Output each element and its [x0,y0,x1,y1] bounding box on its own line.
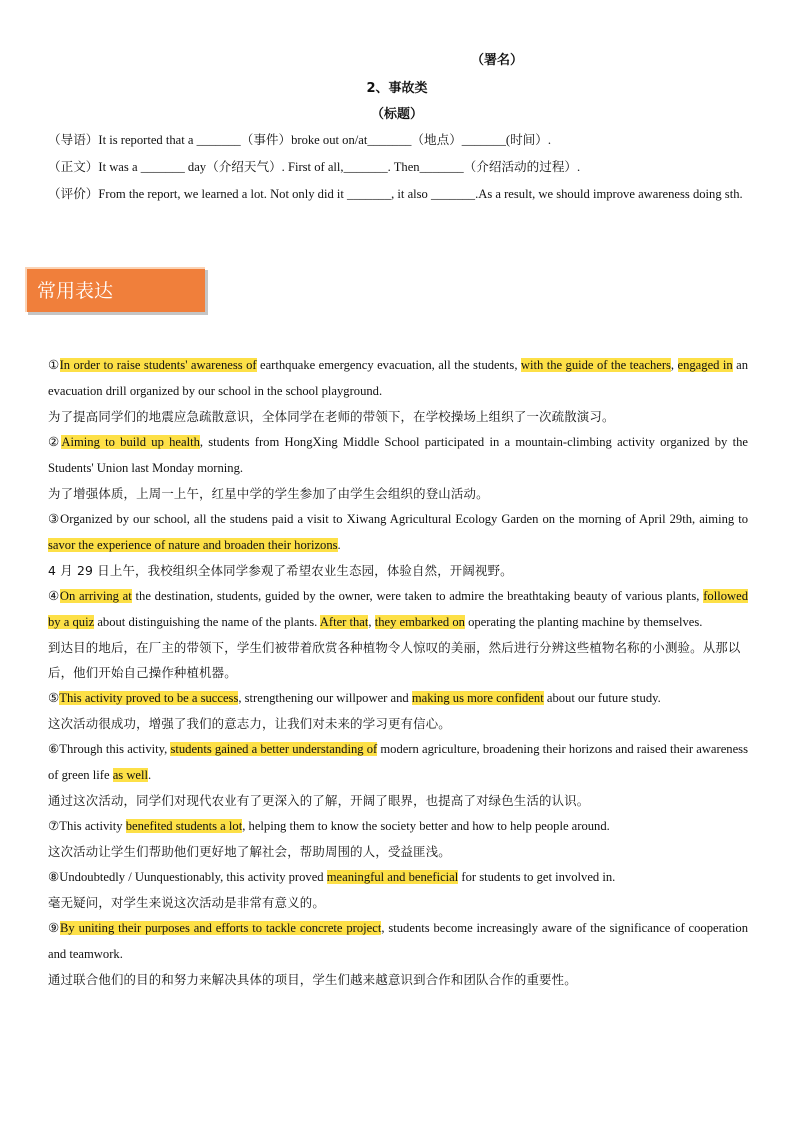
text-segment: operating the planting machine by themselves. [464,615,703,629]
section-title: 2、事故类 [366,81,428,96]
expression-english [48,352,748,404]
highlighted-phrase: making us more confident [411,691,544,705]
highlighted-phrase: In order to raise students' awareness of [59,358,257,372]
text-segment: , [670,358,678,372]
expressions-list [48,352,748,992]
text-segment: ④ [48,589,60,603]
common-expressions-heading-text: 常用表达 [37,280,114,302]
text-segment: earthquake emergency evacuation, all the students, [256,358,521,372]
expression-chinese: 通过这次活动，同学们对现代农业有了更深入的了解，开阔了眼界，也提高了对绿色生活的认识。 [48,793,590,808]
highlighted-phrase: followed by a quiz [48,589,748,629]
expression-english [48,736,748,788]
text-segment: for students to get involved in. [458,870,616,884]
expression-chinese: 通过联合他们的目的和努力来解决具体的项目，学生们越来越意识到合作和团队合作的重要性。 [48,972,577,987]
template-evaluation: （评价）From the report, we learned a lot. Not only did it _______, it also _______.As a result, we should improve awareness doing sth. [48,187,743,201]
text-segment: about distinguishing the name of the plants. [94,615,320,629]
text-segment: an evacuation drill organized by our school in the school playground. [48,358,749,398]
text-segment: ③Organized by our school, all the studens paid a visit to Xiwang Agricultural Ecology Garden on the morning of April 29th, aiming to [48,512,748,526]
highlighted-phrase: Aiming to build up health [61,435,200,449]
highlighted-phrase: engaged in [677,358,733,372]
expression-english [48,583,748,635]
text-segment: , students become increasingly aware of the significance of cooperation and teamwork. [48,921,748,961]
expression-english [48,915,748,967]
text-segment: ⑦This activity [48,819,126,833]
template-lead-in: （导语）It is reported that a _______（事件）broke out on/at_______（地点）_______(时间）. [48,133,551,147]
expression-english [48,506,748,558]
text-segment: . [148,768,152,782]
text-segment: ⑥Through this activity, [48,742,171,756]
signature-line: （署名） [470,53,523,68]
common-expressions-heading [25,267,205,312]
text-segment: , students from HongXing Middle School participated in a mountain-climbing activity organized by the Students' Union last Monday morning. [48,435,748,475]
text-segment: about our future study. [543,691,661,705]
text-segment: the destination, students, guided by the owner, were taken to admire the breathtaking beauty of various plants, [131,589,704,603]
text-segment: ① [48,358,60,372]
text-segment: ⑨ [48,921,61,935]
text-segment: , [368,615,375,629]
highlighted-phrase: This activity proved to be a success [59,691,239,705]
text-segment: ② [48,435,62,449]
highlighted-phrase: On arriving at [59,589,132,603]
highlighted-phrase: they embarked on [374,615,465,629]
text-segment: , helping them to know the society better and how to help people around. [242,819,610,833]
expression-chinese: 毫无疑问，对学生来说这次活动是非常有意义的。 [48,895,325,910]
highlighted-phrase: meaningful and beneficial [326,870,459,884]
expression-chinese: 为了增强体质，上周一上午，红星中学的学生参加了由学生会组织的登山活动。 [48,486,489,501]
highlighted-phrase: savor the experience of nature and broaden their horizons [48,538,338,552]
expression-chinese: 为了提高同学们的地震应急疏散意识，全体同学在老师的带领下，在学校操场上组织了一次疏散演习。 [48,409,615,424]
expression-english [48,864,748,890]
text-segment: modern agriculture, broadening their horizons and raised their awareness of green life [48,742,748,782]
highlighted-phrase: After that [319,615,369,629]
text-segment: . [337,538,341,552]
text-segment: , strengthening our willpower and [238,691,412,705]
expression-chinese: 这次活动让学生们帮助他们更好地了解社会，帮助周围的人，受益匪浅。 [48,844,451,859]
highlighted-phrase: students gained a better understanding of [170,742,378,756]
text-segment: ⑤ [48,691,60,705]
highlighted-phrase: benefited students a lot [125,819,243,833]
text-segment: ⑧Undoubtedly / Uunquestionably, this activity proved [48,870,327,884]
expression-chinese: 4 月 29 日上午，我校组织全体同学参观了希望农业生态园，体验自然，开阔视野。 [48,563,513,578]
expression-english [48,429,748,481]
highlighted-phrase: as well [112,768,149,782]
expression-english [48,813,748,839]
expression-chinese: 这次活动很成功，增强了我们的意志力，让我们对未来的学习更有信心。 [48,716,451,731]
highlighted-phrase: By uniting their purposes and efforts to tackle concrete project [60,921,382,935]
title-placeholder: （标题） [370,107,423,122]
template-body: （正文）It was a _______ day（介绍天气）. First of all,_______. Then_______（介绍活动的过程）. [48,160,581,174]
highlighted-phrase: with the guide of the teachers [520,358,671,372]
expression-english [48,685,748,711]
expression-chinese: 到达目的地后，在厂主的带领下，学生们被带着欣赏各种植物令人惊叹的美丽，然后进行分辨这些植物名称的小测验。从那以后，他们开始自己操作种植机器。 [48,640,741,680]
